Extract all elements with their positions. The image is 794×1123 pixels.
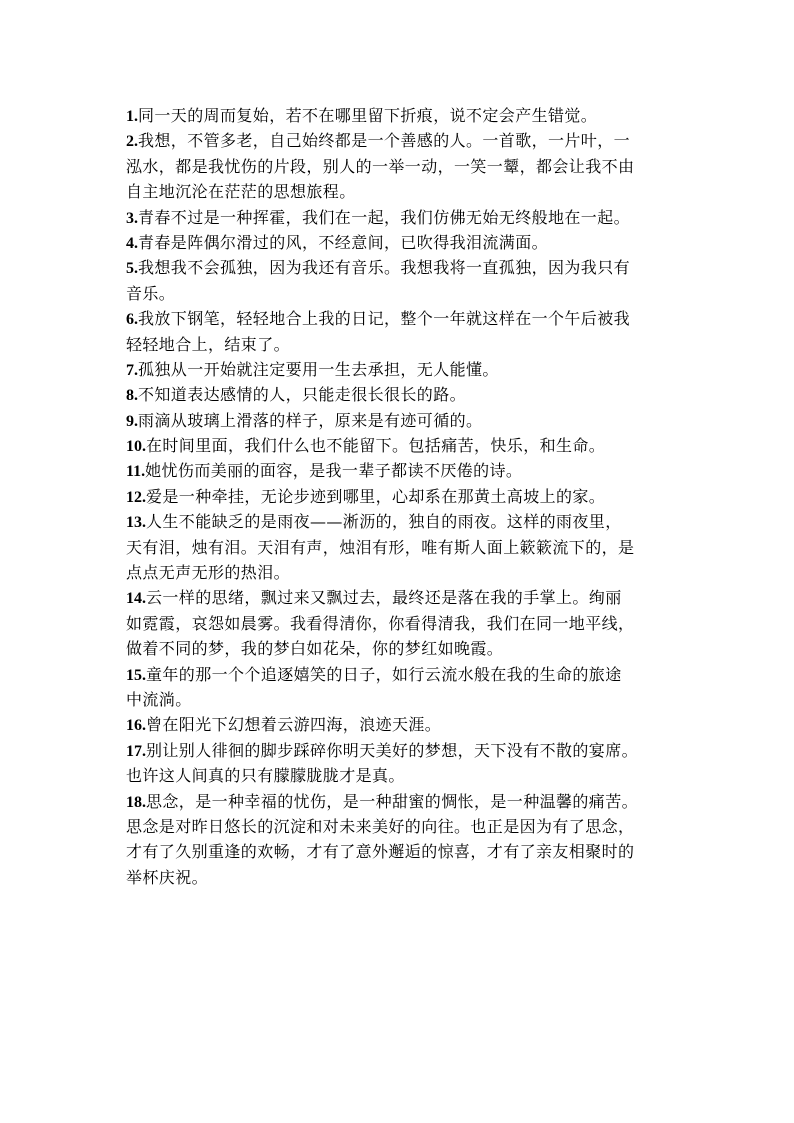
- quote-number: 13.: [126, 514, 146, 532]
- quote-line: [126, 281, 686, 306]
- quote-number: 1.: [126, 108, 138, 125]
- quote-text: 我想我不会孤独，因为我还有音乐。我想我将一直孤独，因为我只有: [138, 258, 631, 278]
- quote-line: [126, 585, 686, 610]
- quote-line: [126, 712, 686, 737]
- quote-text: 在时间里面，我们什么也不能留下。包括痛苦，快乐，和生命。: [146, 436, 606, 456]
- quote-text: 童年的那一个个追逐嬉笑的日子，如行云流水般在我的生命的旅途: [146, 664, 622, 684]
- quote-line: [126, 179, 686, 204]
- quote-number: 12.: [126, 488, 146, 506]
- quote-text: 如霓霞，哀怨如晨雾。我看得清你，你看得清我，我们在同一地平线，: [126, 613, 635, 633]
- quote-text: 人生不能缺乏的是雨夜——淅沥的，独自的雨夜。这样的雨夜里，: [146, 512, 622, 532]
- quote-number: 15.: [126, 666, 146, 684]
- quote-text: 轻轻地合上，结束了。: [126, 334, 291, 354]
- quote-text: 我想，不管多老，自己始终都是一个善感的人。一首歌，一片叶，一: [138, 131, 631, 151]
- quote-line: [126, 814, 686, 839]
- quote-line: [126, 789, 686, 814]
- quote-line: [126, 662, 686, 687]
- quote-text: 青春不过是一种挥霍，我们在一起，我们仿佛无始无终般地在一起。: [138, 207, 631, 227]
- quote-line: [126, 205, 686, 230]
- quote-line: [126, 306, 686, 331]
- quote-line: [126, 636, 686, 661]
- quote-line: [126, 332, 686, 357]
- quote-number: 4.: [126, 234, 138, 252]
- quote-line: [126, 458, 686, 483]
- quote-number: 14.: [126, 590, 146, 608]
- quote-number: 11.: [126, 463, 146, 481]
- quote-line: [126, 865, 686, 890]
- quote-text: 思念是对昨日悠长的沉淀和对未来美好的向往。也正是因为有了思念，: [126, 816, 635, 836]
- quote-text: 点点无声无形的热泪。: [126, 563, 291, 583]
- quote-line: [126, 535, 686, 560]
- quote-list: [126, 103, 686, 890]
- quote-text: 思念，是一种幸福的忧伤，是一种甜蜜的惆怅，是一种温馨的痛苦。: [146, 791, 639, 811]
- quote-line: [126, 408, 686, 433]
- quote-text: 不知道表达感情的人，只能走很长很长的路。: [138, 385, 467, 405]
- quote-text: 音乐。: [126, 283, 176, 303]
- quote-line: [126, 763, 686, 788]
- quote-text: 云一样的思绪，飘过来又飘过去，最终还是落在我的手掌上。绚丽: [146, 588, 622, 608]
- quote-line: [126, 382, 686, 407]
- quote-text: 她忧伤而美丽的面容，是我一辈子都读不厌倦的诗。: [145, 461, 523, 481]
- quote-text: 泓水，都是我忧伤的片段，别人的一举一动，一笑一颦，都会让我不由: [126, 156, 635, 176]
- quote-number: 8.: [126, 387, 138, 405]
- quote-line: [126, 357, 686, 382]
- quote-text: 别让别人徘徊的脚步踩碎你明天美好的梦想，天下没有不散的宴席。: [146, 740, 639, 760]
- quote-text: 孤独从一开始就注定要用一生去承担，无人能懂。: [138, 359, 499, 379]
- quote-line: [126, 128, 686, 153]
- quote-text: 举杯庆祝。: [126, 867, 209, 887]
- quote-number: 18.: [126, 793, 146, 811]
- quote-line: [126, 255, 686, 280]
- quote-text: 做着不同的梦，我的梦白如花朵，你的梦红如晚霞。: [126, 639, 504, 659]
- quote-text: 同一天的周而复始，若不在哪里留下折痕，说不定会产生错觉。: [138, 106, 598, 125]
- quote-line: [126, 560, 686, 585]
- quote-number: 3.: [126, 209, 138, 227]
- quote-text: 才有了久别重逢的欢畅，才有了意外邂逅的惊喜，才有了亲友相聚时的: [126, 842, 635, 862]
- quote-text: 自主地沉沦在茫茫的思想旅程。: [126, 182, 356, 202]
- quote-line: [126, 433, 686, 458]
- quote-number: 16.: [126, 717, 146, 735]
- quote-line: [126, 103, 686, 128]
- quote-text: 我放下钢笔，轻轻地合上我的日记，整个一年就这样在一个午后被我: [138, 309, 631, 329]
- quote-text: 青春是阵偶尔滑过的风，不经意间，已吹得我泪流满面。: [138, 232, 549, 252]
- quote-text: 爱是一种牵挂，无论步迹到哪里，心却系在那黄土高坡上的家。: [146, 486, 606, 506]
- quote-line: [126, 484, 686, 509]
- quote-text: 天有泪，烛有泪。天泪有声，烛泪有形，唯有斯人面上簌簌流下的，是: [126, 537, 635, 557]
- quote-line: [126, 154, 686, 179]
- quote-text: 中流淌。: [126, 689, 192, 709]
- quote-number: 6.: [126, 311, 138, 329]
- quote-line: [126, 738, 686, 763]
- quote-line: [126, 839, 686, 864]
- quote-number: 9.: [126, 412, 138, 430]
- quote-text: 雨滴从玻璃上滑落的样子，原来是有迹可循的。: [138, 410, 483, 430]
- quote-text: 也许这人间真的只有朦朦胧胧才是真。: [126, 766, 405, 786]
- quote-number: 2.: [126, 133, 138, 151]
- quote-line: [126, 509, 686, 534]
- quote-number: 7.: [126, 361, 138, 379]
- quote-text: 曾在阳光下幻想着云游四海，浪迹天涯。: [146, 715, 442, 735]
- quote-line: [126, 687, 686, 712]
- quote-line: [126, 230, 686, 255]
- quote-number: 10.: [126, 438, 146, 456]
- quote-number: 17.: [126, 742, 146, 760]
- quote-line: [126, 611, 686, 636]
- quote-number: 5.: [126, 260, 138, 278]
